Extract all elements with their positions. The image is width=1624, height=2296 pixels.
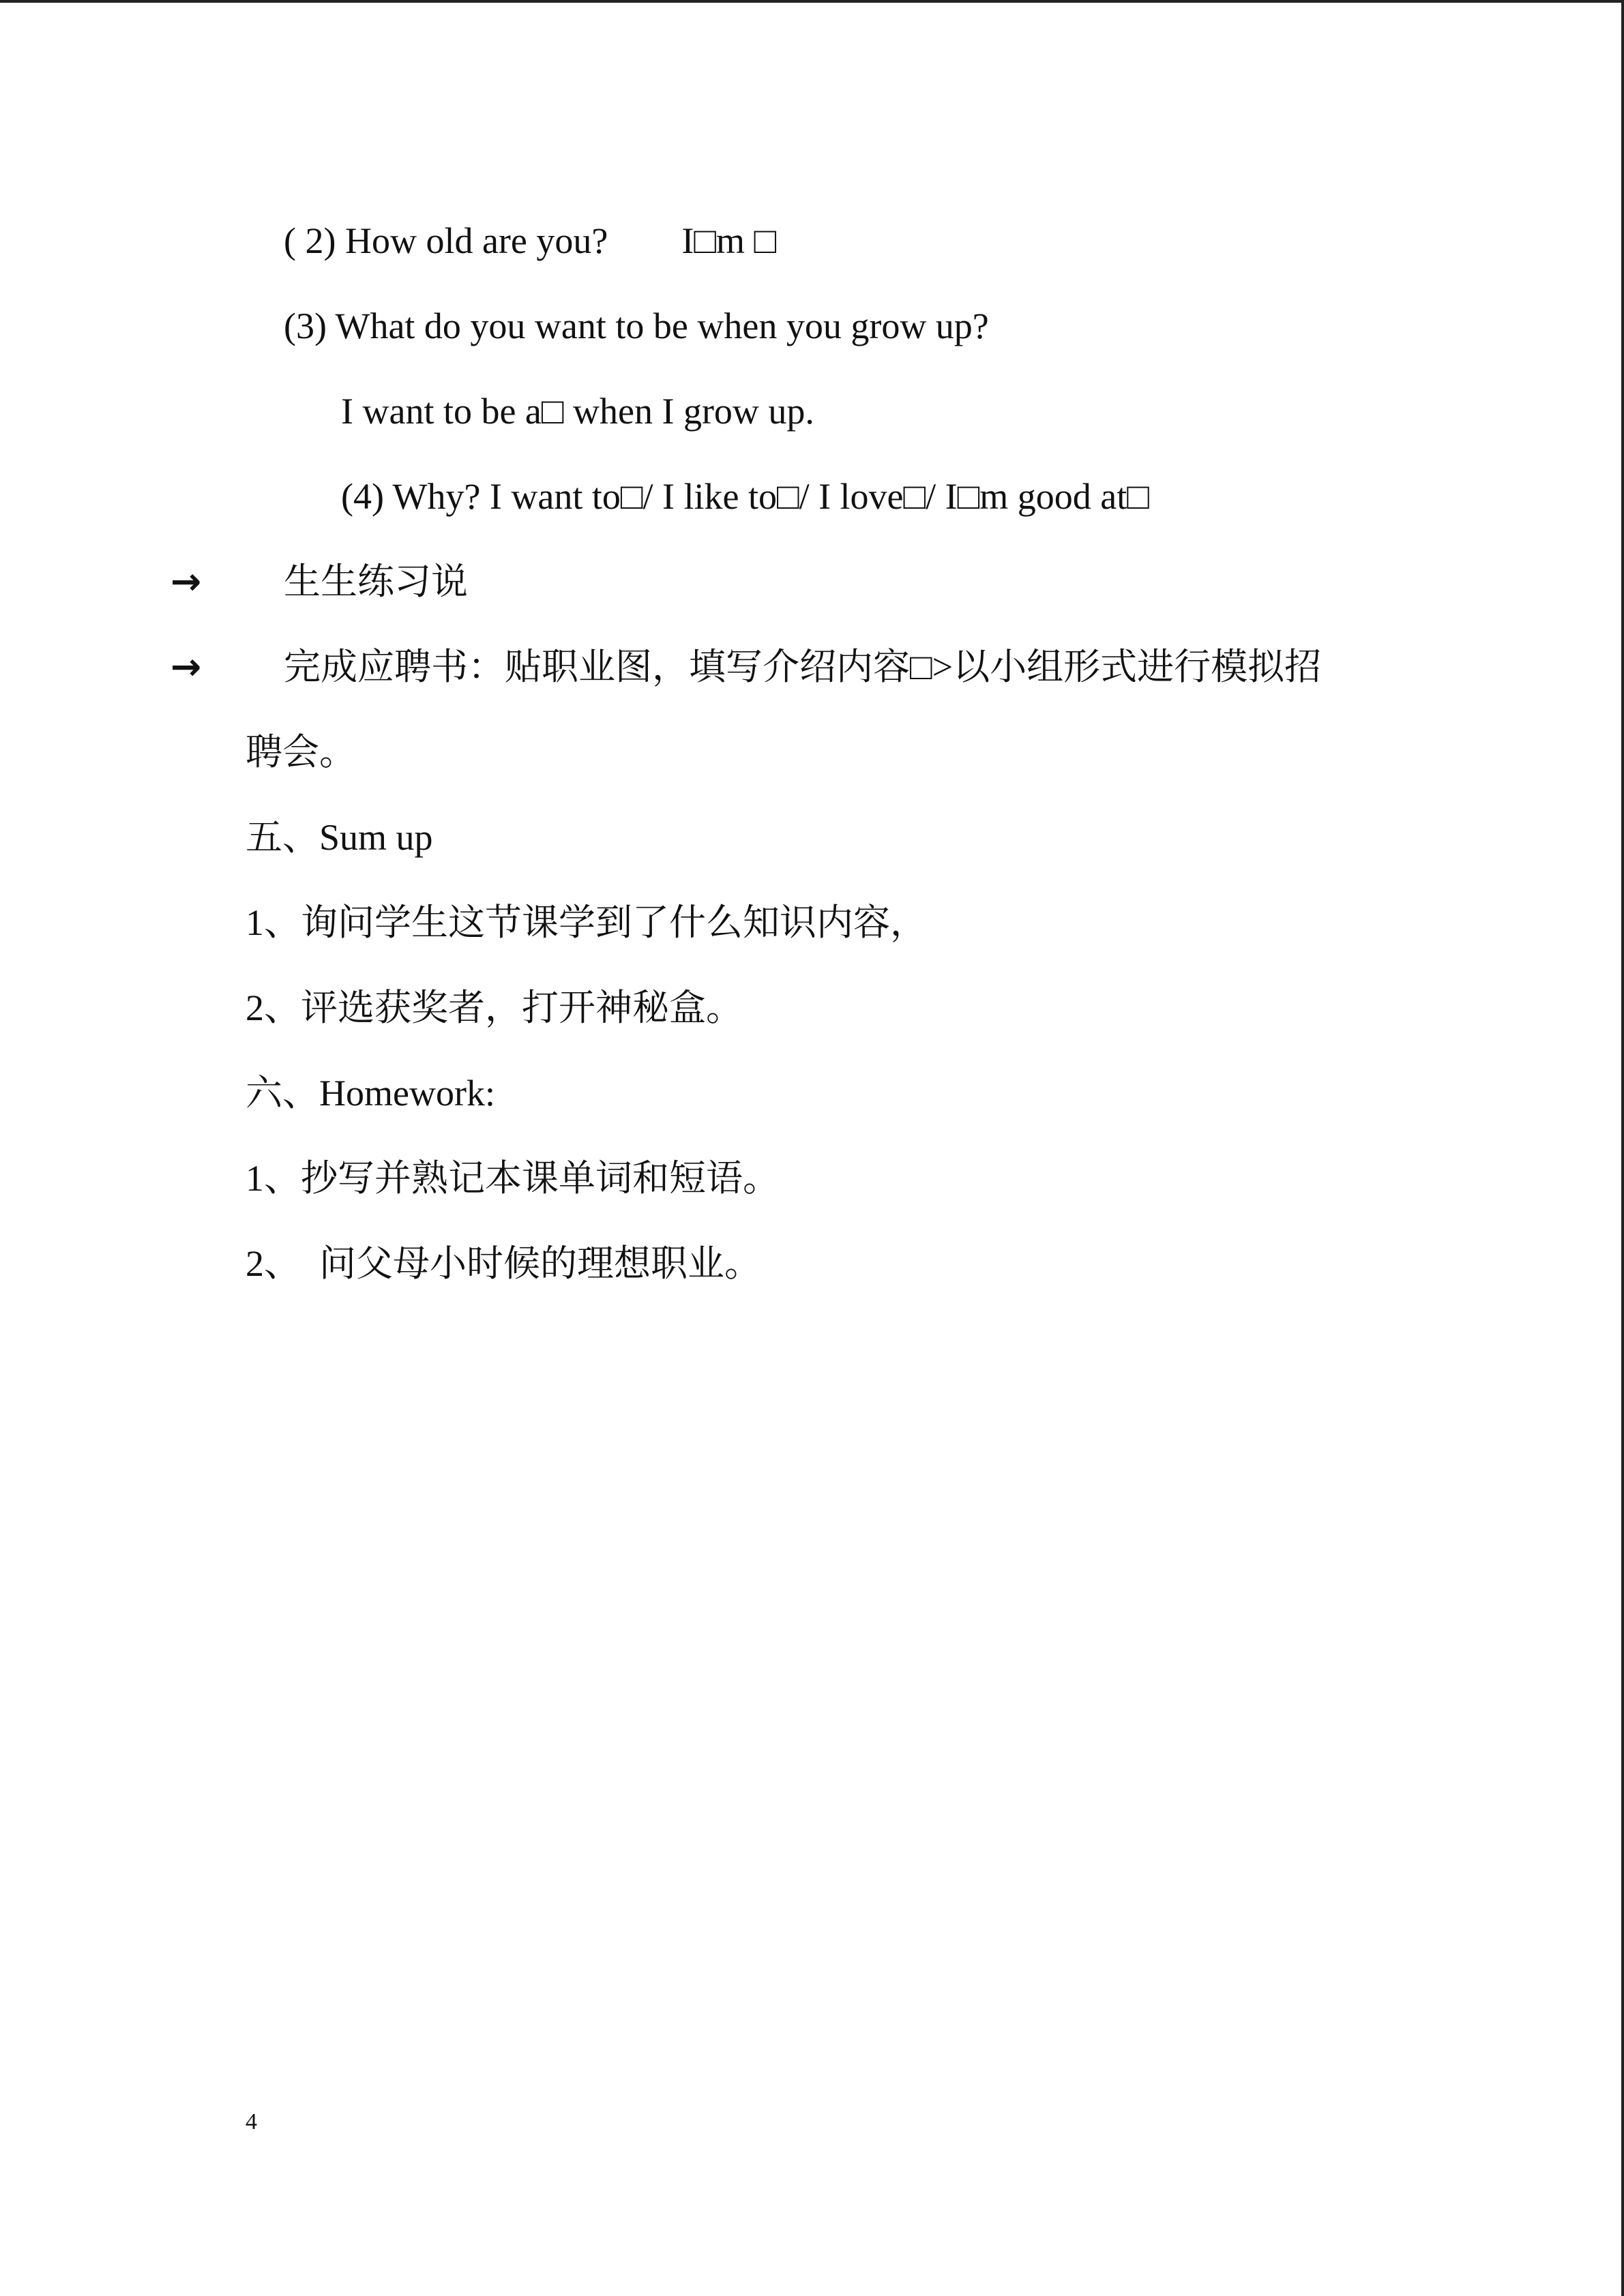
homework-item-2: 2、 问父母小时候的理想职业。: [246, 1243, 761, 1284]
arrow-bullet-icon: →: [171, 560, 202, 603]
question-4: (4) Why? I want to□/ I like to□/ I love□/ I□m good at□: [341, 476, 1149, 517]
bullet-application-line-2: 聘会。: [246, 732, 356, 773]
page-number: 4: [246, 2109, 257, 2134]
page-border-top: [0, 0, 1624, 3]
question-2: ( 2) How old are you? I□m □: [284, 220, 777, 261]
arrow-bullet-icon: →: [171, 645, 202, 688]
question-3: (3) What do you want to be when you grow up?: [284, 305, 989, 346]
question-3-answer: I want to be a□ when I grow up.: [341, 391, 814, 432]
bullet-practice: 生生练习说: [284, 561, 468, 602]
sum-up-item-2: 2、评选获奖者，打开神秘盒。: [246, 987, 743, 1028]
homework-item-1: 1、抄写并熟记本课单词和短语。: [246, 1158, 780, 1199]
bullet-application-line-1: 完成应聘书：贴职业图，填写介绍内容□>以小组形式进行模拟招: [284, 646, 1322, 687]
section-sum-up-title: 五、Sum up: [246, 817, 433, 858]
sum-up-item-1: 1、询问学生这节课学到了什么知识内容，: [246, 902, 927, 943]
section-homework-title: 六、Homework:: [246, 1073, 495, 1114]
page-border-right: [1621, 0, 1624, 2296]
